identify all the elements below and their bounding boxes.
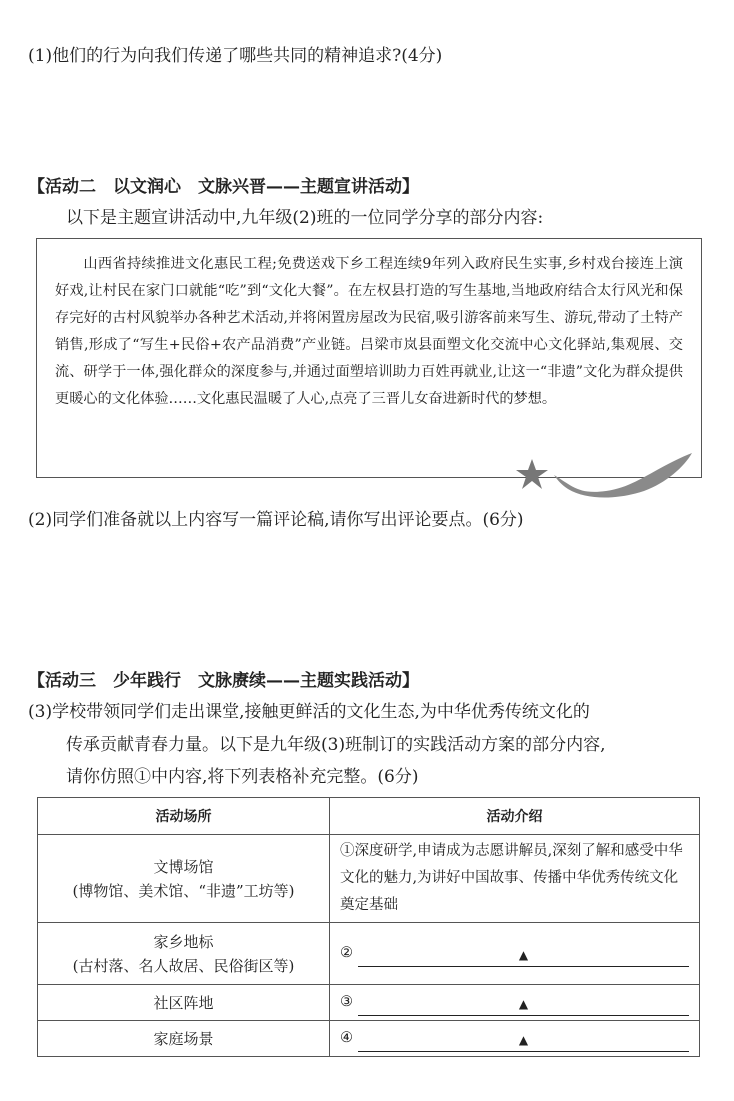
triangle-marker: ▲ <box>518 1033 529 1047</box>
triangle-marker: ▲ <box>518 997 529 1011</box>
place-name: 文博场馆 <box>153 857 214 876</box>
item-number: ② <box>340 945 353 961</box>
intro-cell[interactable] <box>330 923 700 985</box>
item-number: ③ <box>340 994 353 1010</box>
passage-text: 山西省持续推进文化惠民工程;免费送戏下乡工程连续9年列入政府民生实事,乡村戏台接连上演好戏,让村民在家门口就能“吃”到“文化大餐”。在左权县打造的写生基地,当地政府结合太行风光和保存完好的古村风貌举办各种艺术活动,并将闲置房屋改为民宿,吸引游客前来写生、游玩,带动了土特产销售,形成了“写生+民俗+农产品消费”产业链。吕梁市岚县面塑文化交流中心文化驿站,集观展、交流、研学于一体,强化群众的深度参与,并通过面塑培训助力百姓再就业,让这一“非遗”文化为群众提供更暖心的文化体验……文化惠民温暖了人心,点亮了三晋儿女奋进新时代的梦想。 <box>55 256 683 407</box>
ribbon-icon <box>554 453 692 498</box>
table-row <box>38 1021 700 1057</box>
place-name: 家庭场景 <box>153 1029 214 1048</box>
triangle-marker: ▲ <box>518 948 529 962</box>
activity-3-heading: 【活动三 少年践行 文脉赓续——主题实践活动】 <box>28 671 419 691</box>
activity-2-intro: 以下是主题宣讲活动中,九年级(2)班的一位同学分享的部分内容: <box>66 208 544 228</box>
question-3-line-2: 传承贡献青春力量。以下是九年级(3)班制订的实践活动方案的部分内容, <box>66 735 606 755</box>
activity-2-heading: 【活动二 以文润心 文脉兴晋——主题宣讲活动】 <box>28 177 419 197</box>
place-cell <box>38 1021 330 1057</box>
header-place: 活动场所 <box>38 798 330 835</box>
activity-plan-table <box>37 797 700 1057</box>
place-name: 社区阵地 <box>153 993 214 1012</box>
question-2: (2)同学们准备就以上内容写一篇评论稿,请你写出评论要点。(6分) <box>28 510 524 530</box>
table-header-row <box>38 798 700 835</box>
star-ribbon-decoration <box>516 445 698 501</box>
place-examples: (古村落、名人故居、民俗街区等) <box>72 956 295 975</box>
table-row <box>38 923 700 985</box>
table-row <box>38 835 700 923</box>
answer-blank[interactable] <box>358 946 689 967</box>
place-cell <box>38 835 330 923</box>
item-number: ④ <box>340 1030 353 1046</box>
intro-cell[interactable] <box>330 1021 700 1057</box>
place-cell <box>38 985 330 1021</box>
question-3-line-3: 请你仿照①中内容,将下列表格补充完整。(6分) <box>66 767 419 787</box>
question-3-line-1: (3)学校带领同学们走出课堂,接触更鲜活的文化生态,为中华优秀传统文化的 <box>28 702 590 722</box>
intro-cell: ①深度研学,申请成为志愿讲解员,深刻了解和感受中华文化的魅力,为讲好中国故事、传播中华优秀传统文化奠定基础 <box>330 835 700 923</box>
answer-blank[interactable] <box>358 995 689 1016</box>
place-cell <box>38 923 330 985</box>
answer-blank[interactable] <box>358 1031 689 1052</box>
intro-cell[interactable] <box>330 985 700 1021</box>
place-examples: (博物馆、美术馆、“非遗”工坊等) <box>72 881 295 900</box>
passage-box <box>36 238 702 478</box>
question-1: (1)他们的行为向我们传递了哪些共同的精神追求?(4分) <box>28 46 443 66</box>
header-intro: 活动介绍 <box>330 798 700 835</box>
star-icon <box>516 459 548 489</box>
place-name: 家乡地标 <box>153 932 214 951</box>
table-row <box>38 985 700 1021</box>
